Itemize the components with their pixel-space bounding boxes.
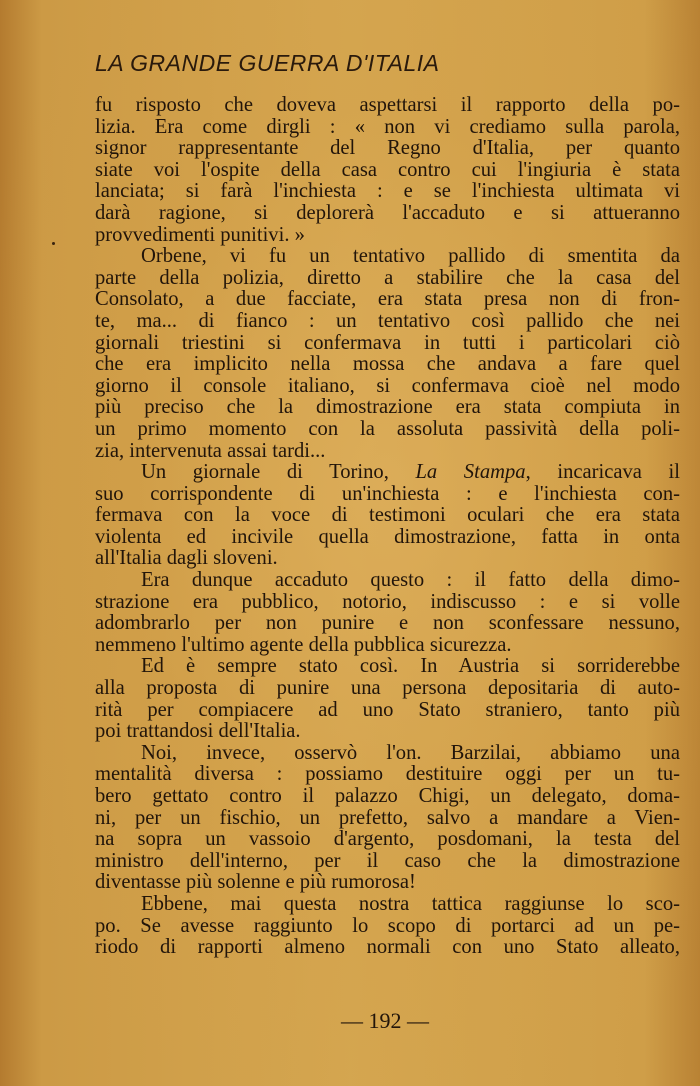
text-line-content: Ed è sempre stato così. In Austria si sorriderebbe [141, 655, 680, 678]
text-line [95, 786, 680, 808]
text-line [95, 419, 680, 441]
text-line [95, 246, 680, 268]
text-line [95, 441, 680, 463]
text-line [95, 289, 680, 311]
text-line [95, 354, 680, 376]
text-line [95, 505, 680, 527]
text-line-content: che era implicito nella mossa che andava a fare quel [95, 353, 680, 376]
text-line-content: ministro dell'interno, per il caso che la dimostrazione [95, 849, 680, 872]
text-line [95, 527, 680, 549]
text-line [95, 937, 680, 959]
text-line [95, 635, 680, 657]
text-line-content: rità per compiacere ad uno Stato straniero, tanto più [95, 698, 680, 721]
text-line-content: po. Se avesse raggiunto lo scopo di portarci ad un pe- [95, 914, 680, 937]
text-line [95, 872, 680, 894]
text-line [95, 138, 680, 160]
text-line [95, 484, 680, 506]
text-line-content: na sopra un vassoio d'argento, posdomani, la testa del [95, 828, 680, 851]
text-line-content: mentalità diversa : possiamo destituire oggi per un tu- [95, 763, 680, 786]
text-line [95, 462, 680, 484]
text-line [95, 764, 680, 786]
text-line-content: Era dunque accaduto questo : il fatto della dimo- [141, 569, 680, 592]
text-line-tail: , incaricava il [525, 461, 680, 484]
text-line [95, 678, 680, 700]
text-line [95, 203, 680, 225]
text-line-content: fu risposto che doveva aspettarsi il rapporto della po- [95, 94, 680, 116]
text-line-content: signor rappresentante del Regno d'Italia, per quanto [95, 137, 680, 160]
text-line-content: alla proposta di punire una persona depositaria di auto- [95, 677, 680, 700]
text-line [95, 700, 680, 722]
text-line-content: all'Italia dagli sloveni. [95, 547, 278, 570]
text-line-content: giorno il console italiano, si confermava cioè nel modo [95, 374, 680, 397]
text-line-content: te, ma... di fianco : un tentativo così pallido che nei [95, 309, 680, 332]
text-line-content: Noi, invece, osservò l'on. Barzilai, abbiamo una [141, 741, 680, 764]
text-line [95, 376, 680, 398]
text-line-content: violenta ed incivile quella dimostrazione, fatta in onta [95, 525, 680, 548]
running-head: LA GRANDE GUERRA D'ITALIA [95, 50, 440, 76]
text-line [95, 743, 680, 765]
ink-speck [52, 242, 55, 245]
text-line-content: Orbene, vi fu un tentativo pallido di smentita da [141, 245, 680, 268]
text-line [95, 548, 680, 570]
text-line [95, 181, 680, 203]
text-line-content: suo corrispondente di un'inchiesta : e l'inchiesta con- [95, 482, 680, 505]
text-line-content: lanciata; si farà l'inchiesta : e se l'inchiesta ultimata vi [95, 180, 680, 203]
text-line [95, 333, 680, 355]
text-line-content: siate voi l'ospite della casa contro cui l'ingiuria è stata [95, 158, 680, 181]
text-line-content: adombrarlo per non punire e non sconfessare nessuno, [95, 612, 680, 635]
text-line-content: provvedimenti punitivi. » [95, 223, 305, 246]
text-line-content: riodo di rapporti almeno normali con uno Stato alleato, [95, 936, 680, 959]
text-line-content: parte della polizia, diretto a stabilire che la casa del [95, 266, 680, 289]
text-line [95, 894, 680, 916]
text-line-content: diventasse più solenne e più rumorosa! [95, 871, 416, 894]
newspaper-title: La Stampa [415, 461, 526, 484]
text-line [95, 851, 680, 873]
text-line [95, 397, 680, 419]
text-line [95, 829, 680, 851]
body-text [95, 95, 680, 959]
text-line [95, 95, 680, 117]
text-line-content: Un giornale di Torino, [141, 461, 416, 484]
text-line [95, 311, 680, 333]
text-line [95, 721, 680, 743]
text-line [95, 656, 680, 678]
text-line-content: zia, intervenuta assai tardi... [95, 439, 326, 462]
text-line-content: giornali triestini si confermava in tutti i particolari ciò [95, 331, 680, 354]
text-line [95, 808, 680, 830]
text-line-content: Ebbene, mai questa nostra tattica raggiunse lo sco- [141, 892, 680, 915]
text-line-content: bero gettato contro il palazzo Chigi, un delegato, doma- [95, 785, 680, 807]
text-line [95, 613, 680, 635]
text-line [95, 592, 680, 614]
text-line-content: nemmeno l'ultimo agente della pubblica sicurezza. [95, 633, 512, 656]
text-line-content: Consolato, a due facciate, era stata presa non di fron- [95, 288, 680, 311]
text-line-content: lizia. Era come dirgli : « non vi crediamo sulla parola, [95, 115, 680, 138]
text-line [95, 268, 680, 290]
text-line [95, 916, 680, 938]
text-line [95, 160, 680, 182]
page-number: — 192 — [341, 1008, 429, 1033]
text-line [95, 117, 680, 139]
text-line-content: ni, per un fischio, un prefetto, salvo a mandare a Vien- [95, 806, 680, 829]
text-line-content: poi trattandosi dell'Italia. [95, 720, 301, 743]
text-line-content: più preciso che la dimostrazione era stata compiuta in [95, 396, 680, 419]
text-line [95, 570, 680, 592]
text-line-content: strazione era pubblico, notorio, indiscusso : e si volle [95, 590, 680, 613]
text-line-content: darà ragione, si deplorerà l'accaduto e si attueranno [95, 201, 680, 224]
text-line-content: fermava con la voce di testimoni oculari che era stata [95, 504, 680, 527]
text-line-content: un primo momento con la assoluta passività della poli- [95, 417, 680, 440]
text-line [95, 225, 680, 247]
